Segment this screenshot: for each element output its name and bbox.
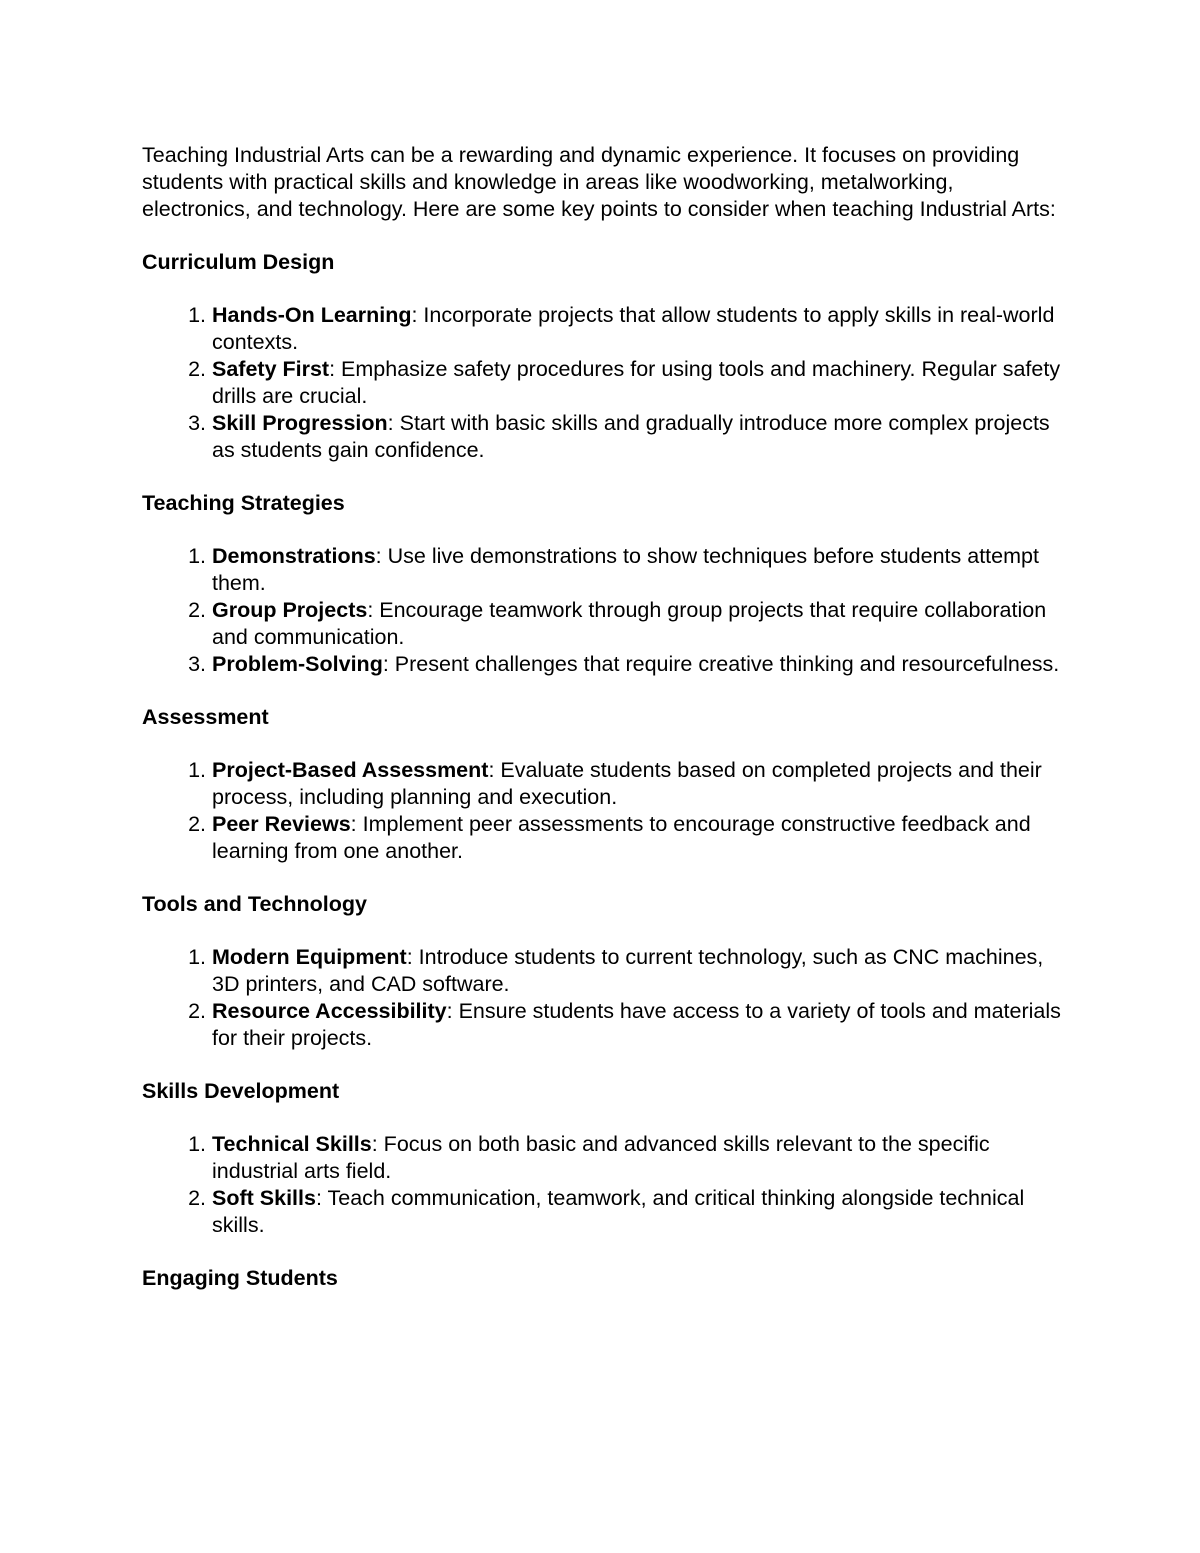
list-item-term: Resource Accessibility bbox=[212, 999, 447, 1023]
list-item bbox=[212, 1131, 1062, 1185]
list-item bbox=[212, 543, 1062, 597]
list-item-term: Skill Progression bbox=[212, 411, 388, 435]
list-item bbox=[212, 998, 1062, 1052]
document-page bbox=[142, 142, 1062, 1318]
section-heading: Skills Development bbox=[142, 1079, 340, 1103]
list-item-term: Modern Equipment bbox=[212, 945, 407, 969]
section-teaching-strategies bbox=[142, 490, 1062, 678]
section-heading: Assessment bbox=[142, 705, 269, 729]
list-item-text: : Implement peer assessments to encourage constructive feedback and learning from one another. bbox=[212, 812, 1031, 863]
list-item-term: Peer Reviews bbox=[212, 812, 351, 836]
list-item-term: Safety First bbox=[212, 357, 330, 381]
numbered-list bbox=[142, 302, 1062, 464]
list-item bbox=[212, 944, 1062, 998]
section-heading: Curriculum Design bbox=[142, 250, 335, 274]
list-item bbox=[212, 302, 1062, 356]
list-item-text: : Present challenges that require creative thinking and resourcefulness. bbox=[382, 652, 1060, 676]
section-heading: Tools and Technology bbox=[142, 892, 367, 916]
list-item bbox=[212, 1185, 1062, 1239]
list-item-text: : Use live demonstrations to show techniques before students attempt them. bbox=[212, 544, 1039, 595]
numbered-list bbox=[142, 944, 1062, 1052]
list-item-term: Soft Skills bbox=[212, 1186, 316, 1210]
list-item-text: : Focus on both basic and advanced skills relevant to the specific industrial arts field. bbox=[212, 1132, 990, 1183]
list-item-term: Project-Based Assessment bbox=[212, 758, 489, 782]
section-heading: Teaching Strategies bbox=[142, 491, 345, 515]
list-item bbox=[212, 356, 1062, 410]
section-heading: Engaging Students bbox=[142, 1266, 338, 1290]
numbered-list bbox=[142, 1131, 1062, 1239]
list-item-term: Group Projects bbox=[212, 598, 368, 622]
list-item-text: : Incorporate projects that allow students to apply skills in real-world contexts. bbox=[212, 303, 1055, 354]
list-item-text: : Ensure students have access to a variety of tools and materials for their projects. bbox=[212, 999, 1061, 1050]
list-item-text: : Evaluate students based on completed projects and their process, including planning and execution. bbox=[212, 758, 1042, 809]
list-item bbox=[212, 651, 1062, 678]
list-item-text: : Start with basic skills and gradually introduce more complex projects as students gain confidence. bbox=[212, 411, 1050, 462]
list-item-term: Hands-On Learning bbox=[212, 303, 412, 327]
list-item-text: : Emphasize safety procedures for using tools and machinery. Regular safety drills are crucial. bbox=[212, 357, 1061, 408]
list-item-term: Problem-Solving bbox=[212, 652, 383, 676]
section-assessment bbox=[142, 704, 1062, 865]
section-skills-development bbox=[142, 1078, 1062, 1239]
list-item-text: : Teach communication, teamwork, and critical thinking alongside technical skills. bbox=[212, 1186, 1025, 1237]
numbered-list bbox=[142, 757, 1062, 865]
intro-paragraph: Teaching Industrial Arts can be a rewarding and dynamic experience. It focuses on providing students with practical skills and knowledge in areas like woodworking, metalworking, electronics, and technology. Here are some key points to consider when teaching Industrial Arts: bbox=[142, 143, 1056, 221]
list-item bbox=[212, 811, 1062, 865]
list-item-text: : Introduce students to current technology, such as CNC machines, 3D printers, and CAD software. bbox=[212, 945, 1044, 996]
list-item bbox=[212, 410, 1062, 464]
section-engaging-students bbox=[142, 1265, 1062, 1292]
list-item-term: Technical Skills bbox=[212, 1132, 372, 1156]
numbered-list bbox=[142, 543, 1062, 678]
list-item-text: : Encourage teamwork through group projects that require collaboration and communication. bbox=[212, 598, 1047, 649]
section-curriculum-design bbox=[142, 249, 1062, 464]
list-item-term: Demonstrations bbox=[212, 544, 376, 568]
list-item bbox=[212, 597, 1062, 651]
list-item bbox=[212, 757, 1062, 811]
section-tools-and-technology bbox=[142, 891, 1062, 1052]
